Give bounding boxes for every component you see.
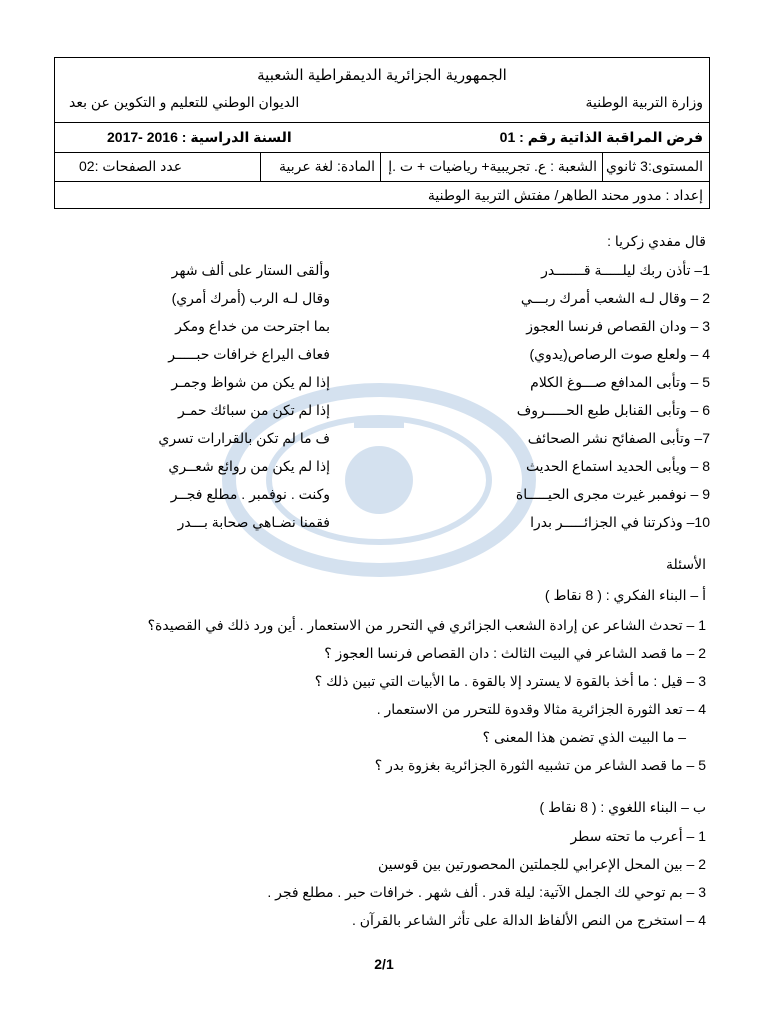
poem-intro: قال مفدي زكريا : bbox=[607, 233, 706, 249]
question-item: 3 – قيل : ما أخذ بالقوة لا يسترد إلا بالقوة . ما الأبيات التي تبين ذلك ؟ bbox=[314, 673, 706, 689]
question-item: 1 – تحدث الشاعر عن إرادة الشعب الجزائري في التحرر من الاستعمار . أين ورد ذلك في القصيدة؟ bbox=[147, 617, 706, 633]
exam-header bbox=[54, 57, 710, 209]
level: المستوى:3 ثانوي bbox=[606, 158, 703, 174]
question-item: 1 – أعرب ما تحته سطر bbox=[570, 828, 706, 844]
school-year: السنة الدراسية : 2016 -2017 bbox=[107, 128, 292, 145]
question-item: 2 – بين المحل الإعرابي للجملتين المحصورتين بين قوسين bbox=[377, 856, 706, 872]
verse-second-half: إذا لم يكن من روائع شعــري bbox=[168, 458, 330, 474]
verse-second-half: بما اجترحت من خداع ومكر bbox=[175, 318, 330, 334]
poem-verse bbox=[0, 402, 768, 428]
verse-second-half: وقال لـه الرب (أمرك أمري) bbox=[171, 290, 330, 306]
poem-verse bbox=[0, 458, 768, 484]
poem-verse bbox=[0, 290, 768, 316]
questions-title: الأسئلة bbox=[666, 556, 706, 572]
verse-first-half: 7– وتأبى الصفائح نشر الصحائف bbox=[527, 430, 710, 446]
poem-verse bbox=[0, 346, 768, 372]
verse-second-half: وألقى الستار على ألف شهر bbox=[171, 262, 330, 278]
header-row-author bbox=[55, 181, 709, 209]
question-subitem: – ما البيت الذي تضمن هذا المعنى ؟ bbox=[482, 729, 686, 745]
question-item: 2 – ما قصد الشاعر في البيت الثالث : دان القصاص فرنسا العجوز ؟ bbox=[324, 645, 706, 661]
exam-title: فرض المراقبة الذاتية رقم : 01 bbox=[499, 128, 703, 145]
verse-first-half: 10– وذكرتنا في الجزائـــــر بدرا bbox=[530, 514, 710, 530]
header-row-details bbox=[55, 152, 709, 182]
verse-first-half: 6 – وتأبى القنابل طبع الحـــــروف bbox=[516, 402, 710, 418]
verse-second-half: إذا لم تكن من سبائك حمـر bbox=[178, 402, 330, 418]
verse-first-half: 2 – وقال لـه الشعب أمرك ربـــي bbox=[520, 290, 710, 306]
question-item: 4 – تعد الثورة الجزائرية مثالا وقدوة للتحرر من الاستعمار . bbox=[376, 701, 706, 717]
verse-first-half: 8 – ويأبى الحديد استماع الحديث bbox=[525, 458, 710, 474]
verse-second-half: وكنت . نوفمبر . مطلع فجــر bbox=[170, 486, 330, 502]
republic-title: الجمهورية الجزائرية الديمقراطية الشعبية bbox=[257, 67, 507, 84]
verse-first-half: 9 – نوفمبر غيرت مجرى الحيـــــاة bbox=[515, 486, 710, 502]
question-item: 3 – بم توحي لك الجمل الآتية: ليلة قدر . ألف شهر . خرافات حبر . مطلع فجر . bbox=[267, 884, 706, 900]
page-count: عدد الصفحات :02 bbox=[79, 158, 183, 174]
onefd-name: الديوان الوطني للتعليم و التكوين عن بعد bbox=[69, 94, 300, 110]
question-item: 5 – ما قصد الشاعر من تشبيه الثورة الجزائرية بغزوة بدر ؟ bbox=[374, 757, 706, 773]
verse-first-half: 4 – ولعلع صوت الرصاص(يدوي) bbox=[529, 346, 710, 362]
poem-verse bbox=[0, 430, 768, 456]
verse-second-half: ف ما لم تكن بالقرارات تسري bbox=[158, 430, 330, 446]
page-number: 2/1 bbox=[374, 956, 394, 972]
verse-first-half: 3 – ودان القصاص فرنسا العجوز bbox=[526, 318, 710, 334]
verse-first-half: 1– تأذن ربك ليلـــــة قـــــــدر bbox=[541, 262, 710, 278]
header-row-institution bbox=[55, 58, 709, 123]
subject: المادة: لغة عربية bbox=[279, 158, 375, 174]
author: إعداد : مدور محند الطاهر/ مفتش التربية الوطنية bbox=[427, 186, 703, 203]
stream: الشعبة : ع. تجريبية+ رياضيات + ت .إ bbox=[388, 158, 597, 174]
verse-second-half: إذا لم يكن من شواظ وجمـر bbox=[171, 374, 330, 390]
poem-verse bbox=[0, 262, 768, 288]
verse-second-half: فعاف اليراع خرافات حبـــــر bbox=[168, 346, 330, 362]
section-b-title: ب – البناء اللغوي : ( 8 نقاط ) bbox=[539, 799, 706, 815]
ministry-name: وزارة التربية الوطنية bbox=[585, 94, 703, 110]
poem-verse bbox=[0, 318, 768, 344]
poem-verse bbox=[0, 486, 768, 512]
verse-first-half: 5 – وتأبى المدافع صـــوغ الكلام bbox=[530, 374, 710, 390]
verse-second-half: فقمنا نضـاهي صحابة بـــدر bbox=[177, 514, 330, 530]
header-row-exam bbox=[55, 122, 709, 153]
poem-verse bbox=[0, 374, 768, 400]
section-a-title: أ – البناء الفكري : ( 8 نقاط ) bbox=[544, 587, 706, 603]
poem-verse bbox=[0, 514, 768, 540]
question-item: 4 – استخرج من النص الألفاظ الدالة على تأثر الشاعر بالقرآن . bbox=[351, 912, 706, 928]
